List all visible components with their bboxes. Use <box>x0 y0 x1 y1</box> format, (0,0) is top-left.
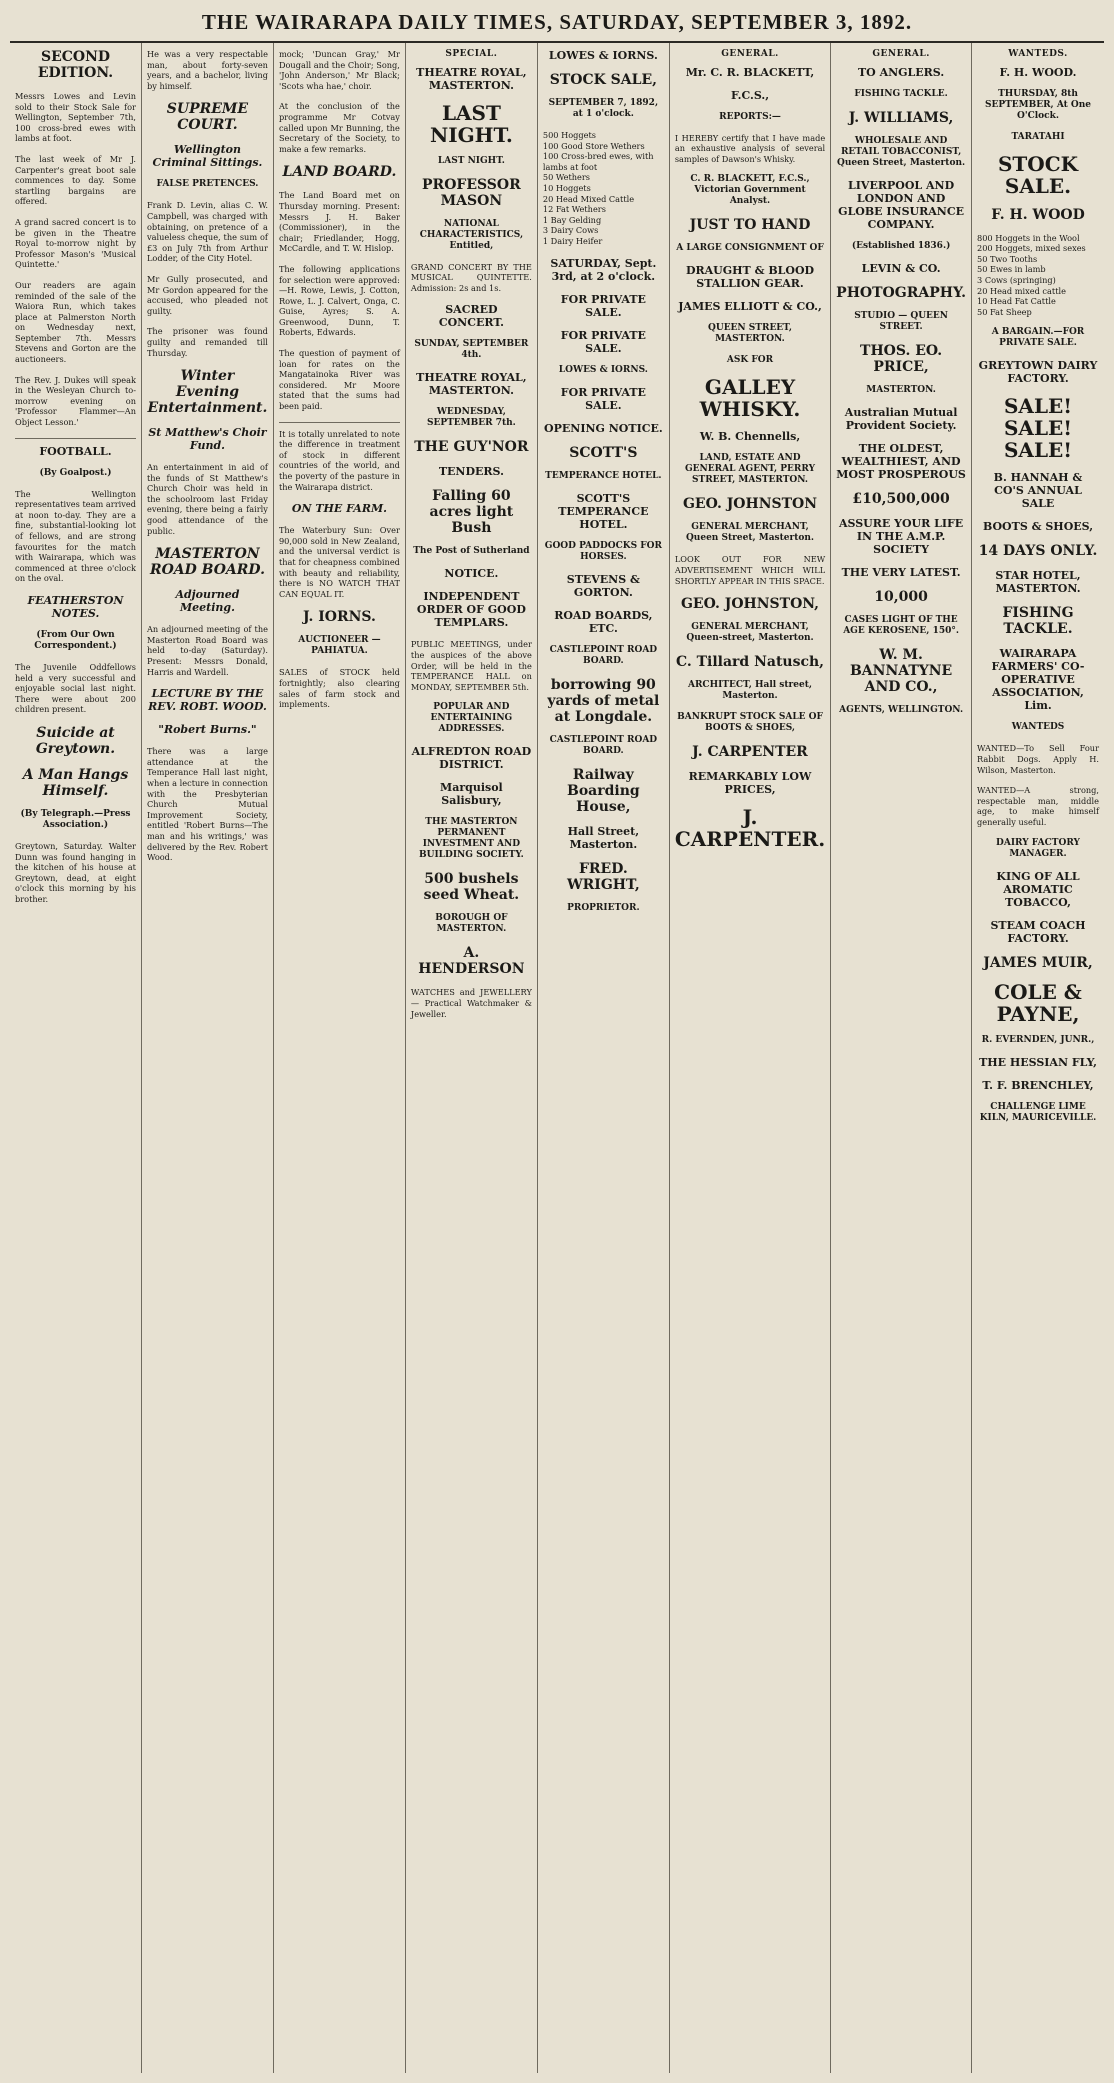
headline: STOCK SALE. <box>997 151 1079 198</box>
headline: CASTLEPOINT ROAD BOARD. <box>549 734 658 756</box>
headline: "Robert Burns." <box>158 723 257 737</box>
sale-list-item: 20 Head Mixed Cattle <box>542 193 635 204</box>
sale-list-item: 3 Dairy Cows <box>542 225 599 236</box>
headline: REPORTS:— <box>719 111 781 122</box>
headline: BOOTS & SHOES, <box>982 520 1094 534</box>
headline: Adjourned Meeting. <box>175 588 240 615</box>
article-paragraph: SALES of STOCK held fortnightly; also clearing sales of farm stock and implements. <box>278 667 400 710</box>
headline: CHALLENGE LIME KILN, MAURICEVILLE. <box>979 1101 1097 1123</box>
headline: THE HESSIAN FLY, <box>979 1055 1097 1069</box>
article-paragraph: GRAND CONCERT BY THE MUSICAL QUINTETTE. Admission: 2s and 1s. <box>410 261 532 293</box>
headline: 10,000 <box>874 588 928 605</box>
sale-list-item: 50 Wethers <box>542 172 591 183</box>
column-2 <box>142 43 274 2073</box>
headline: FEATHERSTON NOTES. <box>27 593 124 620</box>
headline: AGENTS, WELLINGTON. <box>839 704 964 715</box>
headline: T. F. BRENCHLEY, <box>982 1078 1094 1092</box>
headline: INDEPENDENT ORDER OF GOOD TEMPLARS. <box>416 590 526 630</box>
headline: LAND BOARD. <box>282 164 397 181</box>
headline: SUNDAY, SEPTEMBER 4th. <box>414 339 529 361</box>
article-paragraph: Messrs Lowes and Levin sold to their Stock Sale for Wellington, September 7th, 100 cross-bred ewes with lambs at foot. <box>15 91 136 144</box>
column-6 <box>670 43 831 2073</box>
headline: ARCHITECT, Hall street, Masterton. <box>687 680 813 702</box>
headline: Railway Boarding House, <box>567 766 640 815</box>
headline: St Matthew's Choir Fund. <box>148 426 267 453</box>
headline: A. HENDERSON <box>418 945 525 978</box>
headline: CASES LIGHT OF THE AGE KEROSENE, 150°. <box>843 614 959 636</box>
headline: THOS. EO. PRICE, <box>860 342 943 375</box>
article-paragraph: Our readers are again reminded of the sale of the Waiora Run, which takes place at Palmerston North on Wednesday next, September 7th. Messrs Stevens and Gorton are the auctioneers. <box>15 279 136 365</box>
headline: SALE! SALE! SALE! <box>1003 394 1073 463</box>
headline: LEVIN & CO. <box>861 261 941 275</box>
headline: WANTEDS <box>1011 722 1065 733</box>
article-paragraph: I HEREBY certify that I have made an exhaustive analysis of several samples of Dawson's Whisky. <box>674 132 826 164</box>
headline: CASTLEPOINT ROAD BOARD. <box>549 644 658 666</box>
headline: Hall Street, Masterton. <box>567 824 640 851</box>
headline: A Man Hangs Himself. <box>22 766 129 799</box>
headline: SECOND EDITION. <box>37 49 114 81</box>
article-paragraph: Frank D. Levin, alias C. W. Campbell, was charged with obtaining, on pretence of a valueless cheque, the sum of £3 on July 7th from Arthur Lodder, of the City Hotel. <box>146 200 268 264</box>
columns-container <box>10 43 1104 2073</box>
headline: THEATRE ROYAL, MASTERTON. <box>416 65 527 92</box>
headline: FOOTBALL. <box>39 444 112 458</box>
sale-list-item: 100 Cross-bred ewes, with lambs at foot <box>542 151 654 172</box>
headline: (Established 1836.) <box>851 240 951 251</box>
headline: J. WILLIAMS, <box>848 109 954 126</box>
headline: OPENING NOTICE. <box>544 421 663 435</box>
headline: KING OF ALL AROMATIC TOBACCO, <box>996 869 1080 909</box>
headline: R. EVERNDEN, JUNR., <box>981 1034 1095 1045</box>
article-paragraph: The prisoner was found guilty and remanded till Thursday. <box>146 326 268 358</box>
headline: W. B. Chennells, <box>699 430 801 444</box>
headline: JUST TO HAND <box>689 217 811 234</box>
headline: C. Tillard Natusch, <box>675 654 825 671</box>
headline: J. CARPENTER <box>692 744 808 761</box>
headline: AUCTIONEER — PAHIATUA. <box>298 635 381 657</box>
headline: THE VERY LATEST. <box>841 565 961 579</box>
headline: SEPTEMBER 7, 1892, at 1 o'clock. <box>548 98 659 119</box>
article-paragraph: A grand sacred concert is to be given in the Theatre Royal to-morrow night by Professor Mason's 'Musical Quintette.' <box>15 216 136 270</box>
headline: ON THE FARM. <box>291 502 387 516</box>
headline: NATIONAL CHARACTERISTICS, Entitled, <box>419 218 524 251</box>
headline: WHOLESALE AND RETAIL TOBACCONIST, Queen Street, Masterton. <box>837 135 966 168</box>
headline: NOTICE. <box>444 567 499 581</box>
article-paragraph: An entertainment in aid of the funds of St Matthew's Church Choir was held in the schoolroom last Friday evening, there being a fairly good attendance of the public. <box>146 462 268 536</box>
column-header: SPECIAL. <box>445 49 498 59</box>
sale-list-item: 10 Hoggets <box>542 182 591 193</box>
headline: THE OLDEST, WEALTHIEST, AND MOST PROSPEROUS <box>836 441 966 481</box>
headline: F. H. WOOD <box>991 206 1085 223</box>
headline: Falling 60 acres light Bush <box>429 488 514 537</box>
headline: Mr. C. R. BLACKETT, <box>685 65 815 79</box>
headline: GALLEY WHISKY. <box>699 375 801 422</box>
headline: 14 DAYS ONLY. <box>978 543 1098 560</box>
headline: GENERAL MERCHANT, Queen-street, Masterton. <box>686 622 814 644</box>
headline: PHOTOGRAPHY. <box>836 284 967 301</box>
article-paragraph: mock; 'Duncan Gray,' Mr Dougall and the Choir; Song, 'John Anderson,' Mr Black; 'Scots wha hae,' choir. <box>278 49 400 91</box>
headline: C. R. BLACKETT, F.C.S., Victorian Government Analyst. <box>690 174 810 207</box>
headline: PROFESSOR MASON <box>422 176 521 209</box>
headline: STEAM COACH FACTORY. <box>990 918 1086 945</box>
article-paragraph: PUBLIC MEETINGS, under the auspices of the above Order, will be held in the TEMPERANCE HALL on MONDAY, SEPTEMBER 5th. <box>410 639 532 692</box>
headline: F.C.S., <box>730 88 770 102</box>
article-paragraph: The Waterbury Sun: Over 90,000 sold in New Zealand, and the universal verdict is that for cheapness combined with beauty and reliability, there is NO WATCH THAT CAN EQUAL IT. <box>278 525 400 599</box>
masthead: THE WAIRARAPA DAILY TIMES, SATURDAY, SEPTEMBER 3, 1892. <box>10 8 1104 43</box>
article-paragraph: An adjourned meeting of the Masterton Road Board was held to-day (Saturday). Present: Messrs Donald, Harris and Wardell. <box>146 624 268 677</box>
headline: GENERAL MERCHANT, Queen Street, Masterton. <box>685 522 815 544</box>
article-paragraph: The question of payment of loan for rates on the Mangatainoka River was considered. Mr Moore stated that the sums had been paid. <box>278 348 400 412</box>
headline: WEDNESDAY, SEPTEMBER 7th. <box>426 407 516 429</box>
column-1 <box>10 43 142 2073</box>
headline: borrowing 90 yards of metal at Longdale. <box>547 676 660 725</box>
headline: STUDIO — QUEEN STREET. <box>854 310 948 332</box>
article-paragraph: He was a very respectable man, about forty-seven years, and a bachelor, living by himself. <box>146 49 268 91</box>
article-paragraph: It is totally unrelated to note the difference in treatment of stock in different countries of the world, and the poverty of the pasture in the Wairarapa district. <box>278 428 400 492</box>
headline: FOR PRIVATE SALE. <box>560 328 646 355</box>
article-paragraph: LOOK OUT FOR NEW ADVERTISEMENT WHICH WILL SHORTLY APPEAR IN THIS SPACE. <box>674 554 826 586</box>
sale-list-item: 100 Good Store Wethers <box>542 140 645 151</box>
article-paragraph: The last week of Mr J. Carpenter's great boot sale commences to day. Some startling bargains are offered. <box>15 153 136 207</box>
headline: SATURDAY, Sept. 3rd, at 2 o'clock. <box>550 256 657 283</box>
headline: J. IORNS. <box>302 609 376 626</box>
column-4 <box>406 43 538 2073</box>
headline: FISHING TACKLE. <box>1002 605 1074 638</box>
sale-list-item: 20 Head mixed cattle <box>977 285 1066 296</box>
headline: Australian Mutual Provident Society. <box>844 405 958 432</box>
headline: Marquisol Salisbury, <box>440 781 503 808</box>
headline: GOOD PADDOCKS FOR HORSES. <box>544 540 662 562</box>
headline: LOWES & IORNS. <box>558 364 648 375</box>
sale-list-item: 50 Fat Sheep <box>977 306 1032 317</box>
headline: JAMES ELLIOTT & CO., <box>678 300 822 314</box>
headline: Wellington Criminal Sittings. <box>152 143 263 170</box>
headline: GEO. JOHNSTON <box>682 496 818 513</box>
headline: STEVENS & GORTON. <box>566 572 640 599</box>
headline: (From Our Own Correspondent.) <box>34 629 117 651</box>
article-paragraph: The Wellington representatives team arrived at noon to-day. They are a fine, substantial-looking lot of fellows, and are strong favourites for the match with Wairarapa, which was commenced at three o'clock on the oval. <box>15 488 136 584</box>
headline: (By Goalpost.) <box>39 467 112 478</box>
headline: QUEEN STREET, MASTERTON. <box>708 323 793 345</box>
column-divider-rule <box>279 422 400 423</box>
article-paragraph: The following applications for selection were approved: —H. Rowe, Lewis, J. Cotton, Rowe, L. J. Calvert, Onga, C. Guise, Ayres; S. A. Greenwood, Dunn, T. Roberts, Edwards. <box>278 263 400 338</box>
headline: Winter Evening Entertainment. <box>147 368 268 417</box>
headline: B. HANNAH & CO'S ANNUAL SALE <box>993 471 1083 511</box>
column-7 <box>831 43 972 2073</box>
headline: ASSURE YOUR LIFE IN THE A.M.P. SOCIETY <box>838 516 964 556</box>
headline: REMARKABLY LOW PRICES, <box>688 770 812 797</box>
headline: SUPREME COURT. <box>166 101 249 134</box>
headline: BOROUGH OF MASTERTON. <box>435 913 508 935</box>
column-header: GENERAL. <box>721 49 779 59</box>
headline: TARATAHI <box>1011 131 1065 142</box>
headline: SCOTT'S TEMPERANCE HOTEL. <box>558 491 649 531</box>
article-paragraph: WANTED—A strong, respectable man, middle age, to make himself generally useful. <box>977 785 1099 827</box>
article-paragraph: WANTED—To Sell Four Rabbit Dogs. Apply H. Wilson, Masterton. <box>977 743 1099 775</box>
sale-list-item: 200 Hoggets, mixed sexes <box>977 243 1086 254</box>
headline: F. H. WOOD. <box>999 65 1077 79</box>
headline: TEMPERANCE HOTEL. <box>545 470 662 481</box>
headline: THURSDAY, 8th SEPTEMBER, At One O'Clock. <box>984 88 1092 121</box>
headline: JAMES MUIR, <box>983 954 1093 971</box>
headline: LAST NIGHT. <box>437 155 505 166</box>
headline: FOR PRIVATE SALE. <box>560 385 646 412</box>
headline: MASTERTON ROAD BOARD. <box>149 546 265 579</box>
headline: 500 bushels seed Wheat. <box>423 871 520 904</box>
headline: ROAD BOARDS, ETC. <box>554 608 653 635</box>
headline: ASK FOR <box>726 355 774 366</box>
sale-list-item: 1 Bay Gelding <box>542 214 602 225</box>
headline: BANKRUPT STOCK SALE OF BOOTS & SHOES, <box>677 712 823 734</box>
headline: SACRED CONCERT. <box>438 303 504 330</box>
headline: LIVERPOOL AND LONDON AND GLOBE INSURANCE COMPANY. <box>838 178 965 231</box>
headline: The Post of Sutherland <box>413 546 530 557</box>
headline: A BARGAIN.—FOR PRIVATE SALE. <box>991 327 1085 349</box>
headline: THE GUY'NOR <box>414 439 529 456</box>
column-header: WANTEDS. <box>1008 49 1068 59</box>
headline: DAIRY FACTORY MANAGER. <box>996 837 1080 859</box>
headline: TENDERS. <box>438 465 504 479</box>
headline: (By Telegraph.—Press Association.) <box>20 808 131 830</box>
headline: £10,500,000 <box>852 490 950 507</box>
headline: WAIRARAPA FARMERS' CO-OPERATIVE ASSOCIATION, Lim. <box>991 647 1085 713</box>
headline: FISHING TACKLE. <box>854 88 948 99</box>
headline: GEO. JOHNSTON, <box>680 596 820 613</box>
column-8 <box>972 43 1104 2073</box>
column-3 <box>274 43 406 2073</box>
headline: FALSE PRETENCES. <box>156 179 259 190</box>
headline: FRED. WRIGHT, <box>566 860 640 893</box>
sale-list-item: 12 Fat Wethers <box>542 204 606 215</box>
sale-list-item: 50 Two Tooths <box>977 253 1038 264</box>
headline: FOR PRIVATE SALE. <box>560 292 646 319</box>
headline: MASTERTON. <box>866 384 936 395</box>
headline: LAST NIGHT. <box>429 100 513 147</box>
sale-list-item: 500 Hoggets <box>542 130 596 140</box>
article-paragraph: At the conclusion of the programme Mr Cotvay called upon Mr Bunning, the Secretary of the Society, to make a few remarks. <box>278 101 400 154</box>
headline: SCOTT'S <box>569 444 638 461</box>
article-paragraph: Greytown, Saturday. Walter Dunn was found hanging in the kitchen of his house at Greytown, dead, at eight o'clock this morning by his brother. <box>15 840 136 904</box>
headline: J. CARPENTER. <box>674 805 826 852</box>
headline: LECTURE BY THE REV. ROBT. WOOD. <box>148 687 267 714</box>
column-header: GENERAL. <box>872 49 930 59</box>
headline: DRAUGHT & BLOOD STALLION GEAR. <box>685 264 815 291</box>
article-paragraph: WATCHES and JEWELLERY — Practical Watchmaker & Jeweller. <box>410 987 532 1019</box>
sale-list-item: 1 Dairy Heifer <box>542 235 603 246</box>
headline: COLE & PAYNE, <box>994 979 1082 1026</box>
column-divider-rule <box>15 438 136 439</box>
headline: STOCK SALE, <box>549 72 657 88</box>
headline: POPULAR AND ENTERTAINING ADDRESSES. <box>430 702 513 735</box>
column-5 <box>538 43 670 2073</box>
sale-list-item: 10 Head Fat Cattle <box>977 296 1056 307</box>
article-paragraph: The Rev. J. Dukes will speak in the Wesleyan Church to-morrow evening on 'Professor Flammer—An Object Lesson.' <box>15 374 136 428</box>
headline: Suicide at Greytown. <box>35 724 116 757</box>
headline: THEATRE ROYAL, MASTERTON. <box>416 371 527 398</box>
headline: W. M. BANNATYNE AND CO., <box>849 646 953 695</box>
headline: LAND, ESTATE AND GENERAL AGENT, PERRY STREET, MASTERTON. <box>684 453 816 486</box>
headline: GREYTOWN DAIRY FACTORY. <box>978 359 1098 386</box>
article-paragraph: The Land Board met on Thursday morning. Present: Messrs J. H. Baker (Commissioner), in the chair; Friedlander, Hogg, McCardle, and T. W. Hislop. <box>278 190 400 254</box>
headline: ALFREDTON ROAD DISTRICT. <box>411 745 532 772</box>
headline: THE MASTERTON PERMANENT INVESTMENT AND BUILDING SOCIETY. <box>419 817 524 861</box>
sale-list-item: 800 Hoggets in the Wool <box>977 232 1080 243</box>
headline: LOWES & IORNS. <box>548 49 658 62</box>
headline: PROPRIETOR. <box>567 902 640 913</box>
sale-list <box>977 233 1099 318</box>
headline: A LARGE CONSIGNMENT OF <box>676 243 824 254</box>
headline: TO ANGLERS. <box>857 65 945 79</box>
article-paragraph: The Juvenile Oddfellows held a very successful and enjoyable social last night. There were about 200 children present. <box>15 661 136 715</box>
article-paragraph: Mr Gully prosecuted, and Mr Gordon appeared for the accused, who pleaded not guilty. <box>146 273 268 316</box>
sale-list <box>543 130 664 247</box>
sale-list-item: 3 Cows (springing) <box>977 274 1056 285</box>
headline: STAR HOTEL, MASTERTON. <box>995 569 1081 596</box>
article-paragraph: There was a large attendance at the Temperance Hall last night, when a lecture in connection with the Presbyterian Church Mutual Improvement Society, entitled 'Robert Burns—The man and his writings,' was delivered by the Rev. Robert Wood. <box>146 746 268 863</box>
sale-list-item: 50 Ewes in lamb <box>977 264 1046 275</box>
